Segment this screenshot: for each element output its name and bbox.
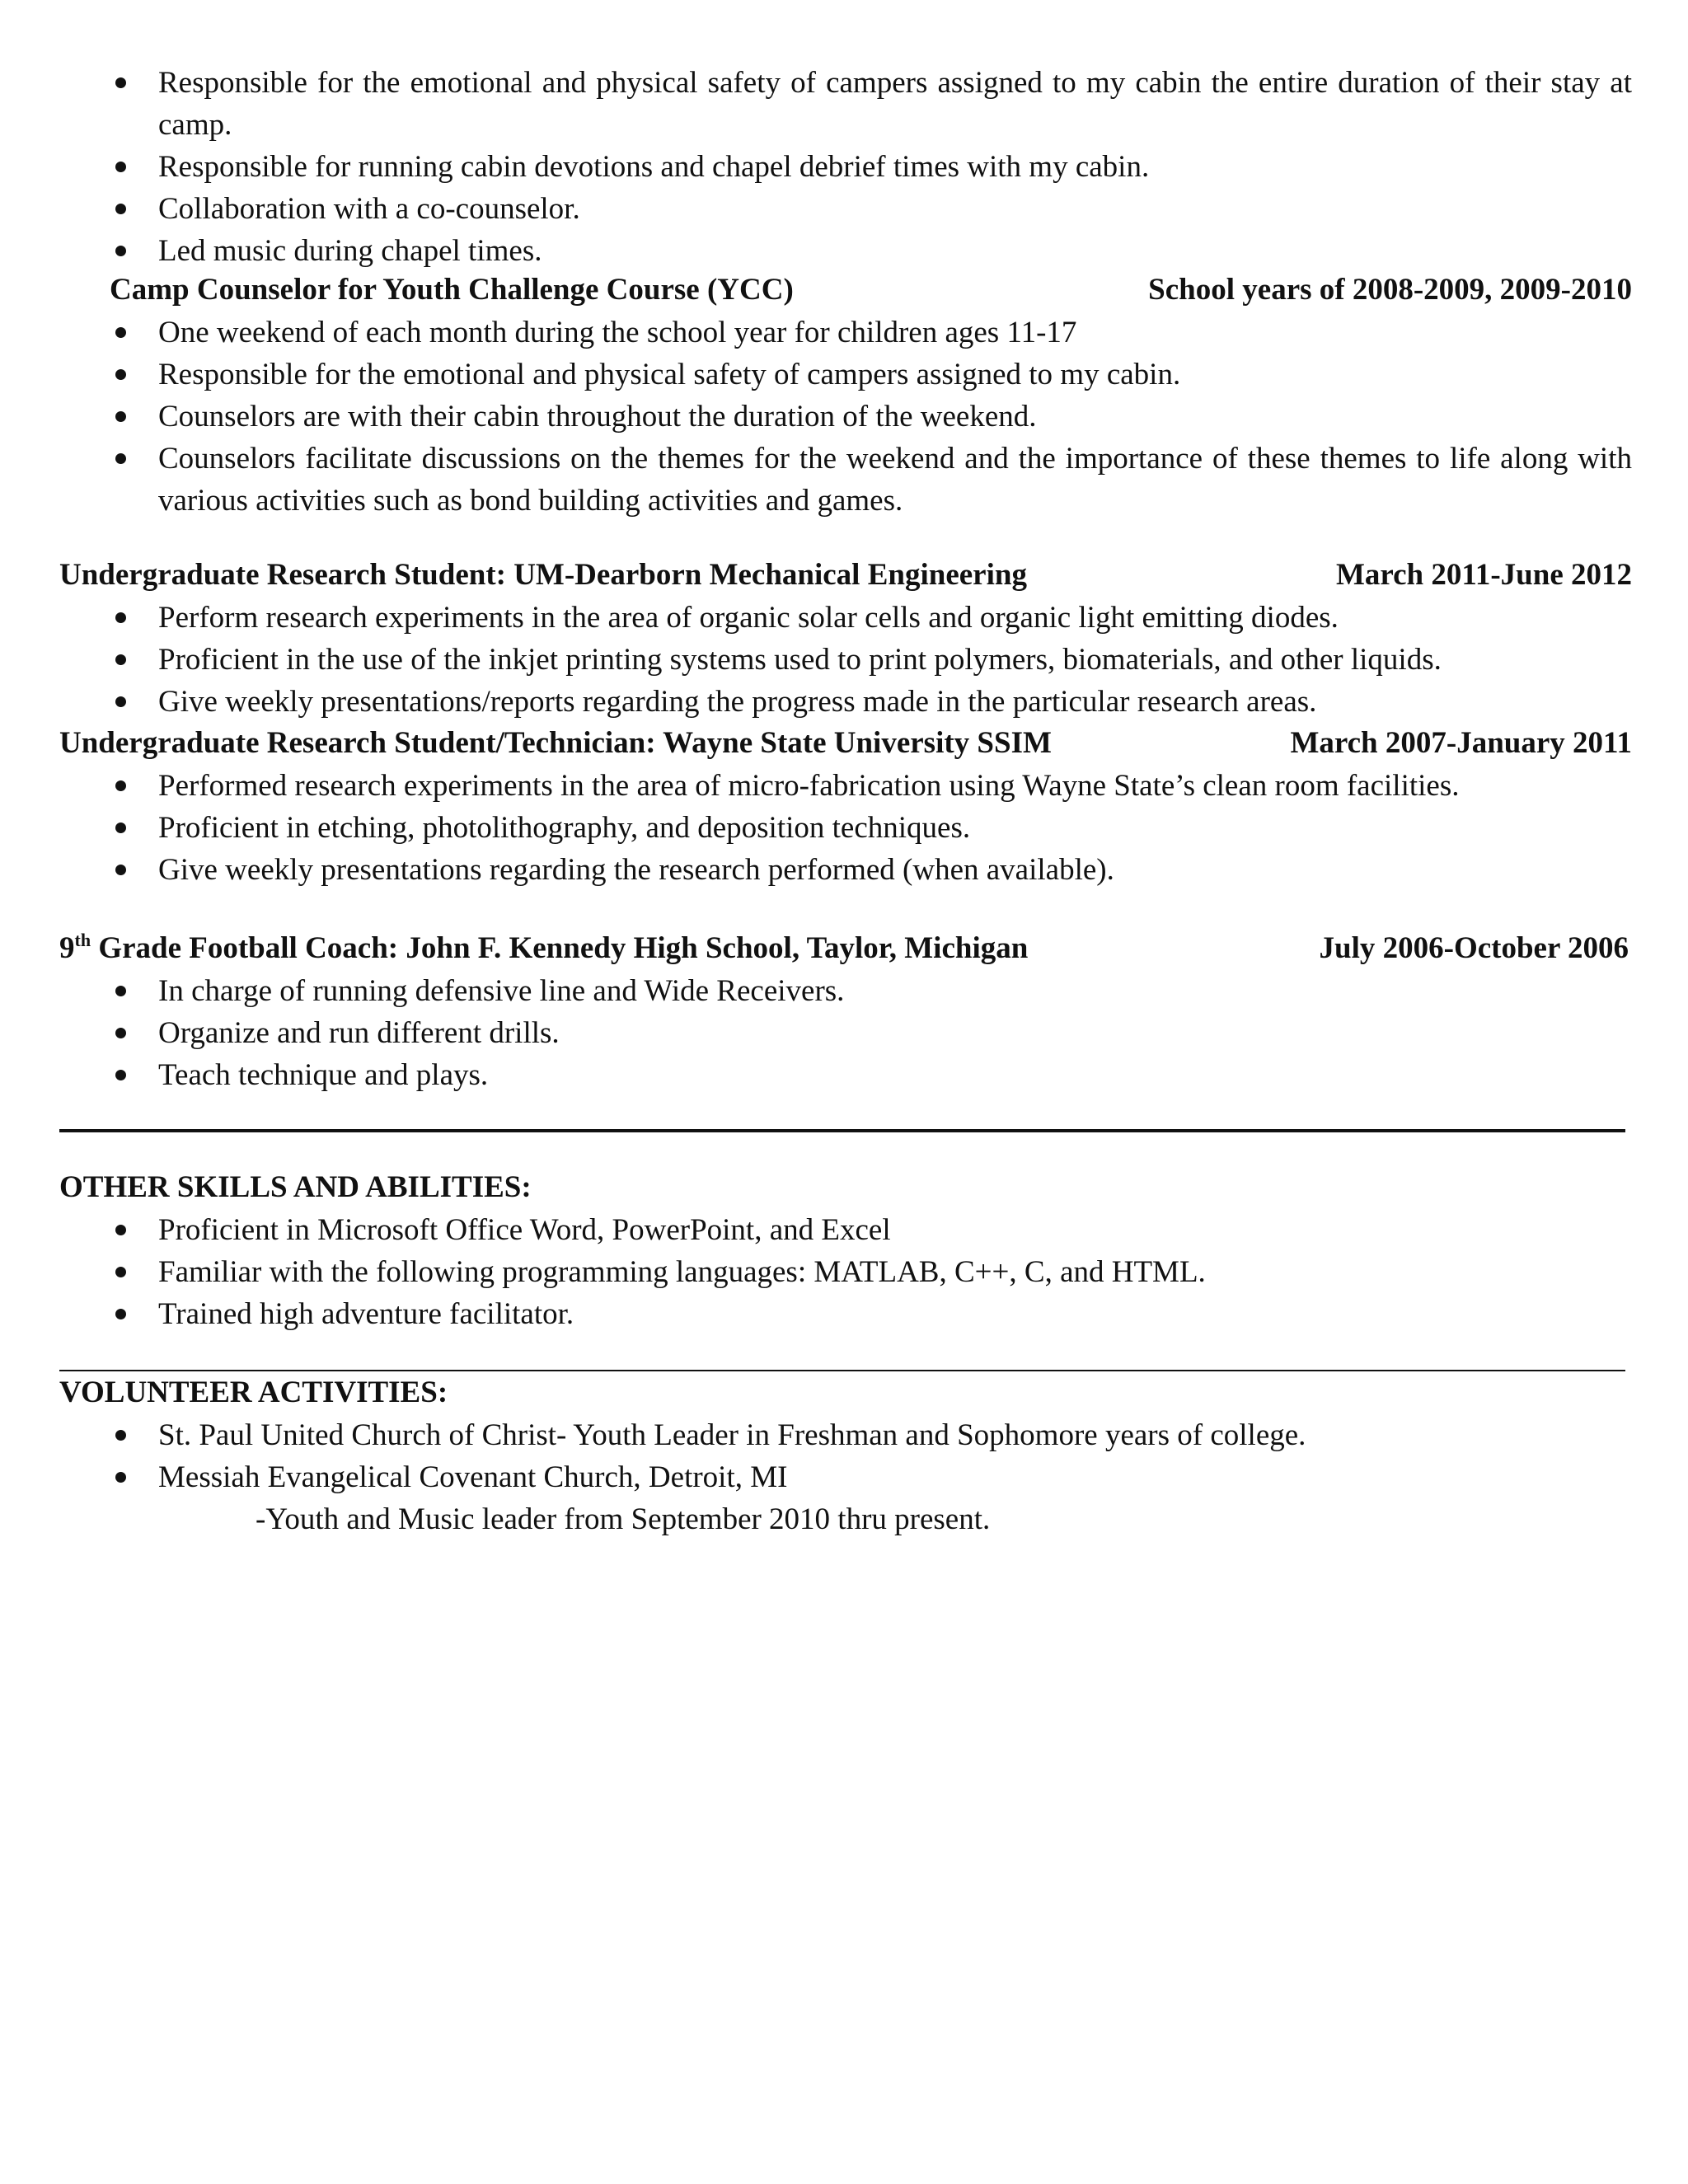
bullet-icon <box>115 411 126 422</box>
bullet-icon <box>115 246 126 256</box>
list-item: Responsible for the emotional and physical safety of campers assigned to my cabin. <box>0 354 1688 396</box>
bullet-icon <box>115 1472 126 1483</box>
bullet-icon <box>115 453 126 464</box>
volunteer-section-title: VOLUNTEER ACTIVITIES: <box>59 1376 448 1409</box>
list-item: In charge of running defensive line and Wide Receivers. <box>0 970 1688 1012</box>
skills-section-title: OTHER SKILLS AND ABILITIES: <box>59 1170 532 1204</box>
um-dearborn-title: Undergraduate Research Student: UM-Dearborn Mechanical Engineering <box>59 558 1027 592</box>
um-dearborn-bullet-list <box>0 597 1688 723</box>
wayne-state-title: Undergraduate Research Student/Technician: Wayne State University SSIM <box>59 726 1052 760</box>
bullet-icon <box>115 77 126 88</box>
camp-counselor-bullet-list <box>0 62 1688 272</box>
football-coach-section <box>0 927 1688 1096</box>
section-divider <box>59 1129 1625 1132</box>
list-item: Collaboration with a co-counselor. <box>0 188 1688 230</box>
wayne-state-section <box>0 722 1688 891</box>
list-item: Give weekly presentations/reports regarding the progress made in the particular research areas. <box>0 681 1688 723</box>
ycc-bullet-list <box>0 312 1688 522</box>
camp-counselor-continued-section <box>0 62 1688 272</box>
bullet-icon <box>115 654 126 665</box>
volunteer-section <box>0 1414 1688 1498</box>
bullet-icon <box>115 696 126 707</box>
football-coach-bullet-list <box>0 970 1688 1096</box>
football-coach-heading <box>0 927 1688 970</box>
list-item: Responsible for running cabin devotions and chapel debrief times with my cabin. <box>0 146 1688 188</box>
volunteer-bullet-list <box>0 1414 1688 1498</box>
bullet-icon <box>115 823 126 833</box>
bullet-icon <box>115 327 126 338</box>
list-item: Counselors are with their cabin throughout the duration of the weekend. <box>0 396 1688 438</box>
list-item: Give weekly presentations regarding the research performed (when available). <box>0 849 1688 891</box>
list-item: St. Paul United Church of Christ- Youth Leader in Freshman and Sophomore years of college. <box>0 1414 1688 1456</box>
list-item: Proficient in etching, photolithography, and deposition techniques. <box>0 807 1688 849</box>
bullet-icon <box>115 369 126 380</box>
um-dearborn-dates: March 2011-June 2012 <box>1335 558 1632 592</box>
wayne-state-heading <box>0 722 1688 765</box>
bullet-icon <box>115 1225 126 1235</box>
list-item: One weekend of each month during the school year for children ages 11-17 <box>0 312 1688 354</box>
skills-section <box>0 1209 1688 1335</box>
bullet-icon <box>115 1430 126 1441</box>
bullet-icon <box>115 612 126 623</box>
list-item: Responsible for the emotional and physical safety of campers assigned to my cabin the entire duration of their stay at camp. <box>0 62 1688 146</box>
ycc-dates: School years of 2008-2009, 2009-2010 <box>1148 273 1632 307</box>
list-item: Familiar with the following programming languages: MATLAB, C++, C, and HTML. <box>0 1251 1688 1293</box>
bullet-icon <box>115 162 126 172</box>
bullet-icon <box>115 204 126 214</box>
bullet-icon <box>115 1309 126 1319</box>
skills-bullet-list <box>0 1209 1688 1335</box>
bullet-icon <box>115 986 126 996</box>
wayne-state-bullet-list <box>0 765 1688 891</box>
ycc-heading <box>0 269 1688 312</box>
bullet-icon <box>115 780 126 791</box>
list-item: Messiah Evangelical Covenant Church, Detroit, MI <box>0 1456 1688 1498</box>
football-coach-dates: July 2006-October 2006 <box>1319 931 1629 965</box>
list-item: Counselors facilitate discussions on the themes for the weekend and the importance of these themes to life along with various activities such as bond building activities and games. <box>0 438 1688 522</box>
list-item: Performed research experiments in the area of micro-fabrication using Wayne State’s clean room facilities. <box>0 765 1688 807</box>
bullet-icon <box>115 865 126 875</box>
list-item: Proficient in the use of the inkjet printing systems used to print polymers, biomaterials, and other liquids. <box>0 639 1688 681</box>
bullet-icon <box>115 1267 126 1277</box>
ycc-title: Camp Counselor for Youth Challenge Course (YCC) <box>110 273 794 307</box>
volunteer-sub-line: -Youth and Music leader from September 2010 thru present. <box>256 1502 991 1536</box>
list-item: Organize and run different drills. <box>0 1012 1688 1054</box>
list-item: Teach technique and plays. <box>0 1054 1688 1096</box>
bullet-icon <box>115 1070 126 1080</box>
football-coach-title: 9th Grade Football Coach: John F. Kennedy High School, Taylor, Michigan <box>59 930 1029 965</box>
list-item: Proficient in Microsoft Office Word, PowerPoint, and Excel <box>0 1209 1688 1251</box>
wayne-state-dates: March 2007-January 2011 <box>1290 726 1632 760</box>
list-item: Led music during chapel times. <box>0 230 1688 272</box>
um-dearborn-heading <box>0 554 1688 597</box>
bullet-icon <box>115 1028 126 1038</box>
um-dearborn-section <box>0 554 1688 723</box>
ycc-section <box>0 269 1688 522</box>
list-item: Trained high adventure facilitator. <box>0 1293 1688 1335</box>
list-item: Perform research experiments in the area of organic solar cells and organic light emitting diodes. <box>0 597 1688 639</box>
